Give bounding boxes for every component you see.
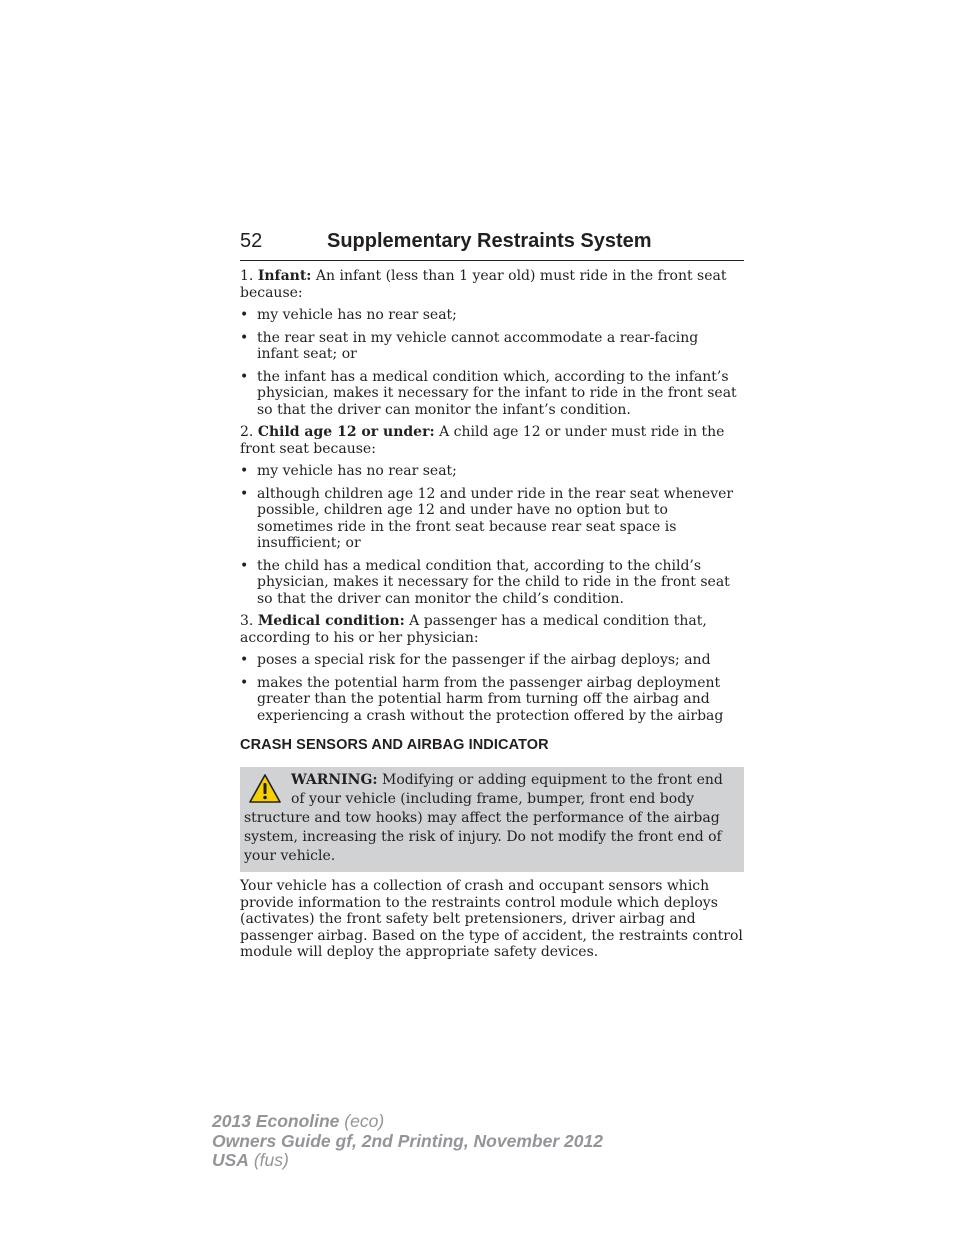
page-number: 52: [240, 230, 263, 252]
bullet-glyph: •: [240, 557, 249, 574]
bullet-glyph: •: [240, 652, 249, 668]
list-item-text: the infant has a medical condition which, according to the infant’s physician, makes it necessary for the infant to ride in the front seat so that the driver can monitor the infant’s condition.: [257, 368, 737, 418]
bullet-glyph: •: [240, 307, 249, 323]
list-item: [240, 330, 744, 363]
list-item-text: my vehicle has no rear seat;: [257, 307, 457, 323]
footer-region: USA: [212, 1150, 249, 1170]
item-text: A passenger has a medical condition that, according to his or her physician:: [240, 613, 707, 646]
list-item: [240, 558, 744, 608]
item-label: Medical condition:: [257, 613, 405, 629]
list-item: [240, 369, 744, 419]
item-label: Infant:: [257, 268, 312, 284]
footer-line-region: [212, 1151, 812, 1171]
crash-sensors-paragraph: Your vehicle has a collection of crash and occupant sensors which provide information to the restraints control module which deploys (activates) the front safety belt pretensioners, driver airbag and passenger airbag. Based on the type of accident, the restraints control module will deploy the appropriate safety devices.: [240, 878, 743, 960]
list-item: [240, 675, 744, 725]
list-item-text: my vehicle has no rear seat;: [257, 463, 457, 479]
list-item-text: the rear seat in my vehicle cannot accommodate a rear-facing infant seat; or: [257, 329, 699, 362]
warning-triangle-icon: [248, 773, 282, 804]
section-title: Supplementary Restraints System: [327, 230, 652, 252]
item-infant: [240, 268, 744, 301]
warning-box: [240, 767, 744, 872]
list-item-text: makes the potential harm from the passenger airbag deployment greater than the potential harm from turning off the airbag and experiencing a crash without the protection offered by the airbag: [257, 674, 724, 724]
page-header: [240, 229, 744, 261]
bullet-glyph: •: [240, 485, 249, 502]
infant-bullet-list: [240, 307, 744, 418]
footer-guide-info: Owners Guide gf, 2nd Printing, November 2012: [212, 1130, 603, 1151]
list-item-text: the child has a medical condition that, according to the child’s physician, makes it necessary for the child to ride in the front seat so that the driver can monitor the child’s condition.: [257, 557, 730, 607]
bullet-glyph: •: [240, 368, 249, 385]
item-number: 2.: [240, 424, 254, 440]
page-footer: [212, 1112, 812, 1171]
item-number: 1.: [240, 268, 254, 284]
medical-bullet-list: [240, 652, 744, 724]
child-bullet-list: [240, 463, 744, 607]
footer-line-guide: [212, 1132, 812, 1152]
list-item-text: although children age 12 and under ride in the rear seat whenever possible, children age 12 and under have no option but to sometimes ride in the front seat because rear seat space is insufficient; or: [257, 485, 734, 551]
item-number: 3.: [240, 613, 254, 629]
footer-line-model: [212, 1112, 812, 1132]
item-text: An infant (less than 1 year old) must ride in the front seat because:: [240, 268, 727, 301]
warning-text: Modifying or adding equipment to the front end of your vehicle (including frame, bumper, front end body structure and tow hooks) may affect the performance of the airbag system, increasing the risk of injury. Do not modify the front end of your vehicle.: [244, 772, 723, 864]
list-item-text: poses a special risk for the passenger if the airbag deploys; and: [257, 652, 711, 668]
list-item: [240, 463, 744, 480]
footer-model: 2013 Econoline: [212, 1111, 340, 1131]
list-item: [240, 652, 744, 669]
item-text: A child age 12 or under must ride in the front seat because:: [240, 424, 725, 457]
list-item: [240, 486, 744, 552]
list-item: [240, 307, 744, 324]
page-content: [240, 268, 744, 967]
bullet-glyph: •: [240, 674, 249, 691]
item-medical-condition: [240, 613, 744, 646]
bullet-glyph: •: [240, 463, 249, 479]
item-child: [240, 424, 744, 457]
footer-region-code: (fus): [248, 1150, 289, 1170]
item-label: Child age 12 or under:: [257, 424, 435, 440]
subheading-crash-sensors: CRASH SENSORS AND AIRBAG INDICATOR: [240, 737, 549, 753]
bullet-glyph: •: [240, 329, 249, 346]
warning-label: WARNING:: [291, 772, 378, 788]
footer-model-code: (eco): [339, 1111, 385, 1131]
